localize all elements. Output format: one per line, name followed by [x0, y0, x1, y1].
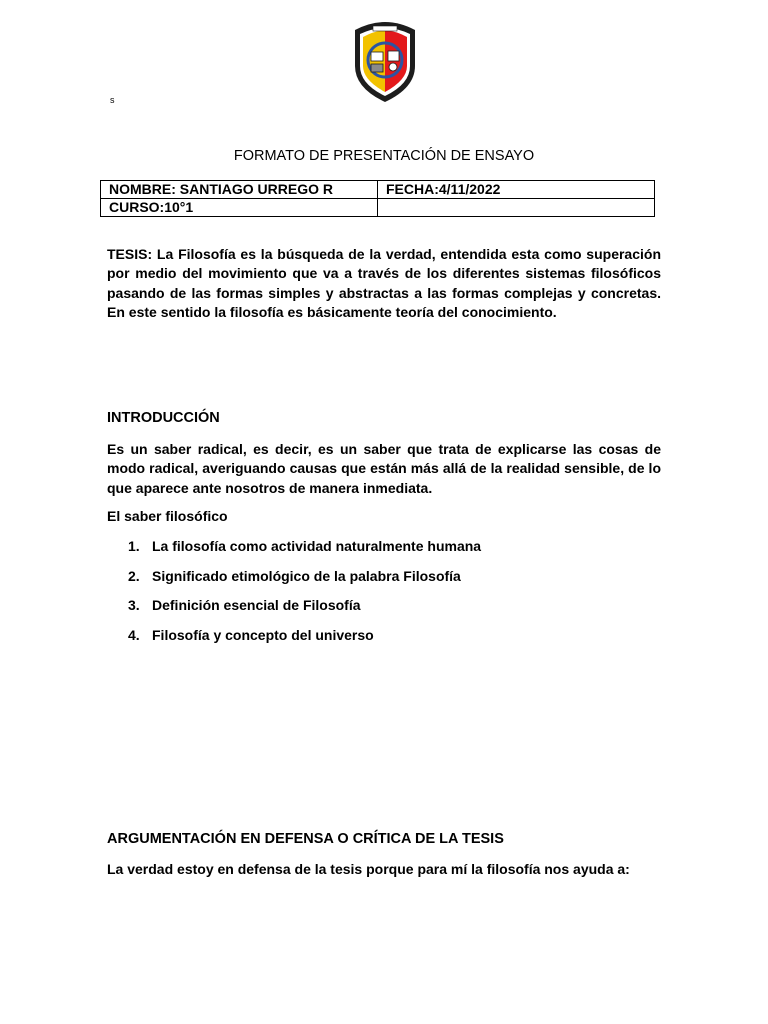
document-title: FORMATO DE PRESENTACIÓN DE ENSAYO	[233, 148, 535, 164]
list-item-number: 1.	[128, 538, 140, 554]
course-cell: CURSO:10°1	[101, 199, 378, 217]
list-item-text: La filosofía como actividad naturalmente humana	[152, 538, 482, 554]
list-item-number: 2.	[128, 567, 140, 584]
empty-cell	[378, 199, 655, 217]
list-item	[107, 537, 481, 567]
list-item	[107, 596, 481, 626]
list-item-text: Definición esencial de Filosofía	[152, 597, 361, 613]
list-item	[107, 626, 481, 656]
introduction-paragraph: Es un saber radical, es decir, es un saber que trata de explicarse las cosas de modo radical, averiguando causas que están más allá de la realidad sensible, de lo que aparece ante nosotros de manera inmediata.	[107, 441, 661, 496]
thesis-text: La Filosofía es la búsqueda de la verdad, entendida esta como superación por medio del movimiento que va a través de los diferentes sistemas filosóficos pasando de las formas simples y abstractas a las formas complejas y concretas. En este sentido la filosofía es básicamente teoría del conocimiento.	[107, 246, 661, 321]
thesis-paragraph	[107, 245, 661, 323]
philosophical-knowledge-subheading: El saber filosófico	[107, 508, 228, 524]
table-row	[101, 181, 655, 199]
thesis-label: TESIS:	[107, 246, 153, 262]
list-item-number: 4.	[128, 626, 140, 643]
student-info-table	[100, 180, 655, 217]
topic-list	[107, 537, 481, 655]
list-item-text: Significado etimológico de la palabra Filosofía	[152, 567, 461, 584]
list-item-number: 3.	[128, 597, 140, 613]
name-cell: NOMBRE: SANTIAGO URREGO R	[101, 181, 378, 199]
table-row	[101, 199, 655, 217]
introduction-heading: INTRODUCCIÓN	[107, 410, 220, 426]
stray-mark: s	[110, 95, 115, 105]
date-cell: FECHA:4/11/2022	[378, 181, 655, 199]
school-crest-logo	[349, 16, 421, 104]
list-item-text: Filosofía y concepto del universo	[152, 626, 374, 643]
argumentation-heading: ARGUMENTACIÓN EN DEFENSA O CRÍTICA DE LA TESIS	[107, 831, 504, 847]
argumentation-paragraph: La verdad estoy en defensa de la tesis porque para mí la filosofía nos ayuda a:	[107, 861, 630, 877]
list-item	[107, 567, 481, 597]
